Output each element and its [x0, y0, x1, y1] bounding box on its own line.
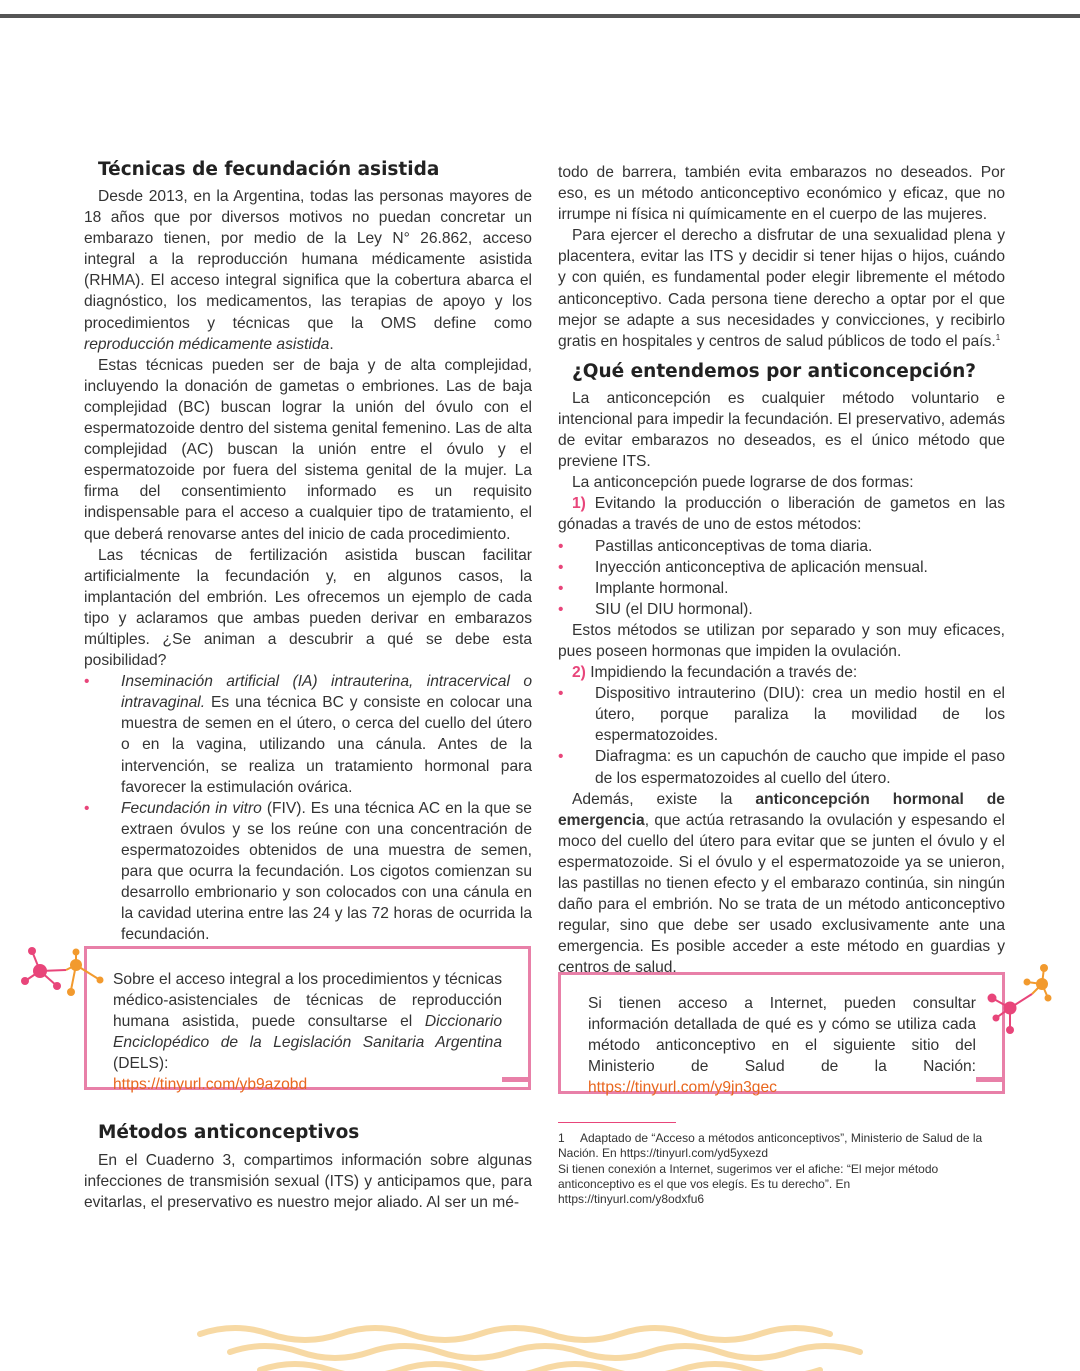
molecule-icon	[18, 940, 108, 1005]
list-item: • Fecundación in vitro (FIV). Es una técnica AC en la que se extraen óvulos y se los reúne con una concentración de espermatozoides obtenidos de una muestra de semen, para que ocurra la fecundación. Los cigotos comienzan su desarrollo embrionario y son colocados con una cánula en la cavidad uterina entre las 24 y las 72 horas de ocurrida la fecundación.	[84, 798, 532, 946]
paragraph: Además, existe la anticoncepción hormonal de emergencia, que actúa retrasando la ovulación y espesando el moco del cuello del útero para evitar que se junten el óvulo y el espermatozoide. Si el óvulo y el espermatozoide ya se unieron, las pastillas no tienen efecto y el embarazo continúa, sin ningún daño para el embrión. No se trata de un método anticonceptivo regular, sino que debe ser usado exclusivamente ante una emergencia. Es posible acceder a este método en guardias y centros de salud.	[558, 790, 1005, 977]
paragraph: 2) Impidiendo la fecundación a través de:	[572, 664, 858, 682]
methods-list-1	[558, 536, 1005, 620]
paragraph: La anticoncepción es cualquier método voluntario e intencional para impedir la fecundación. El preservativo, además de evitar embarazos no deseados, es el único método que previene ITS.	[558, 389, 1005, 471]
techniques-list	[84, 671, 532, 945]
paragraph: Las técnicas de fertilización asistida buscan facilitar artificialmente la fecundación y, en algunos casos, la implantación del embrión. Les ofrecemos un ejemplo de cada tipo y aclaramos que ambas pueden derivar en embarazos múltiples. ¿Se animan a descubrir a qué se debe esta posibilidad?	[84, 546, 532, 670]
paragraph: 1) Evitando la producción o liberación de gametos en las gónadas a través de uno de estos métodos:	[558, 495, 1005, 534]
wave-decoration	[190, 1318, 890, 1371]
section-title-fecundacion: Técnicas de fecundación asistida	[98, 159, 440, 180]
paragraph: La anticoncepción puede lograrse de dos formas:	[572, 474, 914, 492]
list-item: • Inyección anticonceptiva de aplicación mensual.	[558, 557, 1005, 578]
list-item: • Inseminación artificial (IA) intrauterina, intracervical o intravaginal. Es una técnica BC y consiste en colocar una muestra de semen en el útero, o cerca del cuello del útero o en la vagina, utilizando una cánula. Antes de la intervención, se realiza un tratamiento hormonal para favorecer la estimulación ovárica.	[84, 671, 532, 798]
footnotes	[558, 1131, 988, 1207]
left-column-bottom	[84, 1121, 532, 1213]
info-box-right: Si tienen acceso a Internet, pueden consultar información detallada de qué es y cómo se utiliza cada método anticonceptivo en el siguiente sitio del Ministerio de Salud de la Nación: https://tinyurl.com/y9jn3gec	[558, 972, 1005, 1094]
list-item: • Pastillas anticonceptivas de toma diaria.	[558, 536, 1005, 557]
footnote-rule	[558, 1122, 676, 1123]
paragraph: Para ejercer el derecho a disfrutar de una sexualidad plena y placentera, evitar las ITS y decidir si tener hijas o hijos, cuándo y con quién, es fundamental poder elegir libremente el método anticonceptivo. Cada persona tiene derecho a optar por el que mejor se adapte a sus necesidades y convicciones, y recibirlo gratis en hospitales y centros de salud públicos de todo el país.$^1$	[558, 227, 1005, 350]
paragraph: Estos métodos se utilizan por separado y son muy eficaces, pues poseen hormonas que impiden la ovulación.	[558, 621, 1005, 660]
paragraph: todo de barrera, también evita embarazos no deseados. Por eso, es un método anticonceptivo económico y eficaz, que no irrumpe ni física ni químicamente en el cuerpo de las mujeres.	[558, 164, 1005, 224]
paragraph: Desde 2013, en la Argentina, todas las personas mayores de 18 años que por diversos motivos no puedan concretar un embarazo tienen, por medio de la Ley N° 26.862, acceso integral a la reproducción humana médicamente asistida (RHMA). El acceso integral significa que la cobertura abarca el diagnóstico, los medicamentos, las terapias de apoyo y los procedimientos y técnicas que la OMS define como reproducción médicamente asistida.	[84, 188, 532, 353]
list-item: • Dispositivo intrauterino (DIU): crea un medio hostil en el útero, porque paraliza la movilidad de los espermatozoides.	[558, 683, 1005, 746]
list-item: • Implante hormonal.	[558, 578, 1005, 599]
box-tab-decoration	[502, 1077, 529, 1082]
list-item: • SIU (el DIU hormonal).	[558, 599, 1005, 620]
dels-link[interactable]: https://tinyurl.com/yb9azobd	[113, 1076, 308, 1094]
box-tab-decoration	[976, 1077, 1003, 1082]
footnote-1: 1 Adaptado de “Acceso a métodos anticonceptivos”, Ministerio de Salud de la Nación. En https://tinyurl.com/yd5yxezd	[558, 1131, 983, 1161]
top-rule	[0, 14, 1080, 18]
section-title-anticoncepcion: ¿Qué entendemos por anticoncepción?	[572, 360, 977, 382]
left-column	[84, 158, 532, 945]
molecule-icon	[982, 962, 1057, 1037]
section-title-metodos: Métodos anticonceptivos	[98, 1122, 360, 1143]
paragraph: En el Cuaderno 3, compartimos información sobre algunas infecciones de transmisión sexual (ITS) y anticipamos que, para evitarlas, el preservativo es nuestro mejor aliado. Al ser un mé-	[84, 1152, 532, 1212]
footnote-2: Si tienen conexión a Internet, sugerimos ver el afiche: “El mejor método anticonceptivo es el que vos elegís. Es tu derecho”. En https://tinyurl.com/y8odxfu6	[558, 1161, 939, 1207]
ministerio-link[interactable]: https://tinyurl.com/y9jn3gec	[588, 1079, 777, 1097]
paragraph: Estas técnicas pueden ser de baja y de alta complejidad, incluyendo la donación de gametas o embriones. Las de baja complejidad (BC) buscan lograr la unión del óvulo con el espermatozoide dentro del sistema genital femenino. Las de alta complejidad (AC) buscan la unión entre el óvulo y el espermatozoide por fuera del sistema genital de la mujer. La firma del consentimiento informado es un requisito indispensable para el acceso a cualquier tipo de tratamiento, el que deberá renovarse antes del inicio de cada procedimiento.	[84, 356, 532, 543]
methods-list-2	[558, 683, 1005, 788]
list-item: • Diafragma: es un capuchón de caucho que impide el paso de los espermatozoides al cuello del útero.	[558, 746, 1005, 788]
info-box-left: Sobre el acceso integral a los procedimientos y técnicas médico-asistenciales de técnicas de reproducción humana asistida, puede consultarse el Diccionario Enciclopédico de la Legislación Sanitaria Argentina (DELS): https://tinyurl.com/yb9azobd	[84, 946, 531, 1090]
right-column	[558, 162, 1005, 978]
